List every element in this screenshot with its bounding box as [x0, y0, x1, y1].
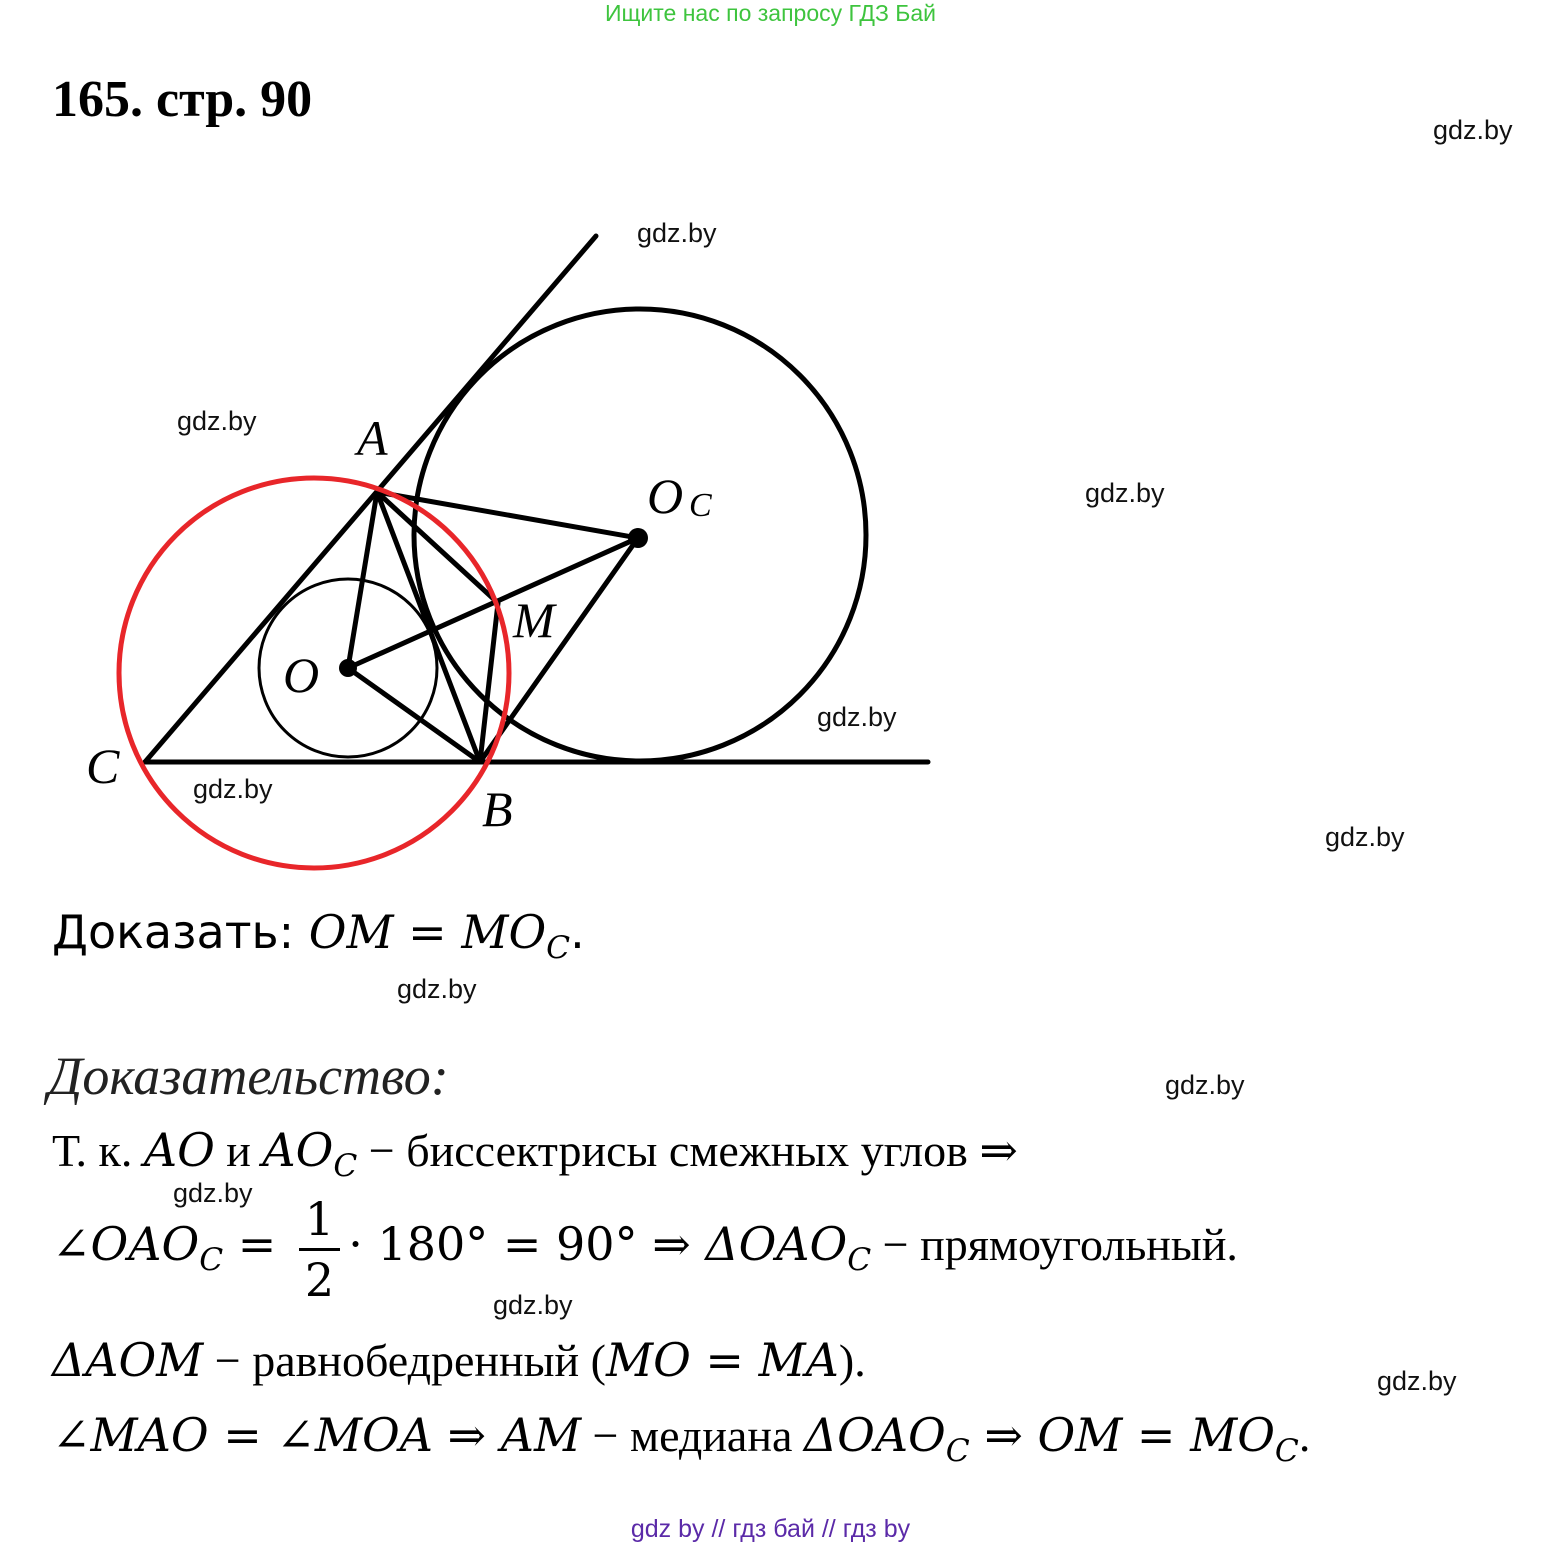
label-b: B — [482, 781, 513, 837]
watermark: gdz.by — [817, 702, 897, 732]
watermark: gdz.by — [493, 1290, 573, 1320]
label-oc-subscript: C — [689, 487, 712, 524]
point-oc — [628, 528, 648, 548]
label-c: C — [86, 738, 120, 794]
watermark: gdz.by — [1433, 115, 1513, 145]
proof-line-2: $\angle OAO_C$ = $\frac{1}{2}$ · 180° = 90° ⇒ $\Delta OAO_C$ − прямоугольный. — [52, 1192, 1238, 1307]
proof-line-4: ∠MAO = ∠MOA ⇒ AM − медиана $\Delta OAO_C$ ⇒ OM = $MO_C$. — [52, 1408, 1311, 1469]
footer-links[interactable]: gdz by // гдз бай // гдз by — [630, 1515, 911, 1543]
problem-heading: 165. стр. 90 — [52, 71, 313, 128]
watermark: gdz.by — [397, 974, 477, 1004]
prove-expr: OM = $MO_C$ — [308, 905, 571, 966]
watermark: gdz.by — [1165, 1070, 1245, 1100]
label-a: A — [357, 410, 388, 466]
proof-title: Доказательство: — [48, 1046, 449, 1106]
watermark: gdz.by — [193, 774, 273, 804]
segment-ab — [377, 492, 480, 762]
label-m: M — [513, 592, 555, 648]
point-o — [339, 659, 357, 677]
label-o: O — [283, 647, 320, 703]
watermark: gdz.by — [173, 1178, 253, 1208]
watermark: gdz.by — [177, 406, 257, 436]
proof-line-3: ΔAOM − равнобедренный (MO = MA). — [52, 1333, 866, 1387]
proof-line-1: Т. к. AO и $AO_C$ − биссектрисы смежных углов ⇒ — [52, 1123, 1018, 1184]
prove-statement: Доказать: OM = $MO_C$. — [52, 905, 585, 966]
watermark: gdz.by — [1085, 478, 1165, 508]
label-oc: O — [647, 468, 684, 524]
watermark: gdz.by — [637, 218, 717, 248]
watermark: gdz.by — [1325, 822, 1405, 852]
fraction-one-half: $\frac{1}{2}$ — [299, 1196, 340, 1303]
top-banner[interactable]: Ищите нас по запросу ГДЗ Бай — [604, 0, 937, 26]
watermark: gdz.by — [1377, 1366, 1457, 1396]
prove-label: Доказать: — [52, 905, 295, 959]
